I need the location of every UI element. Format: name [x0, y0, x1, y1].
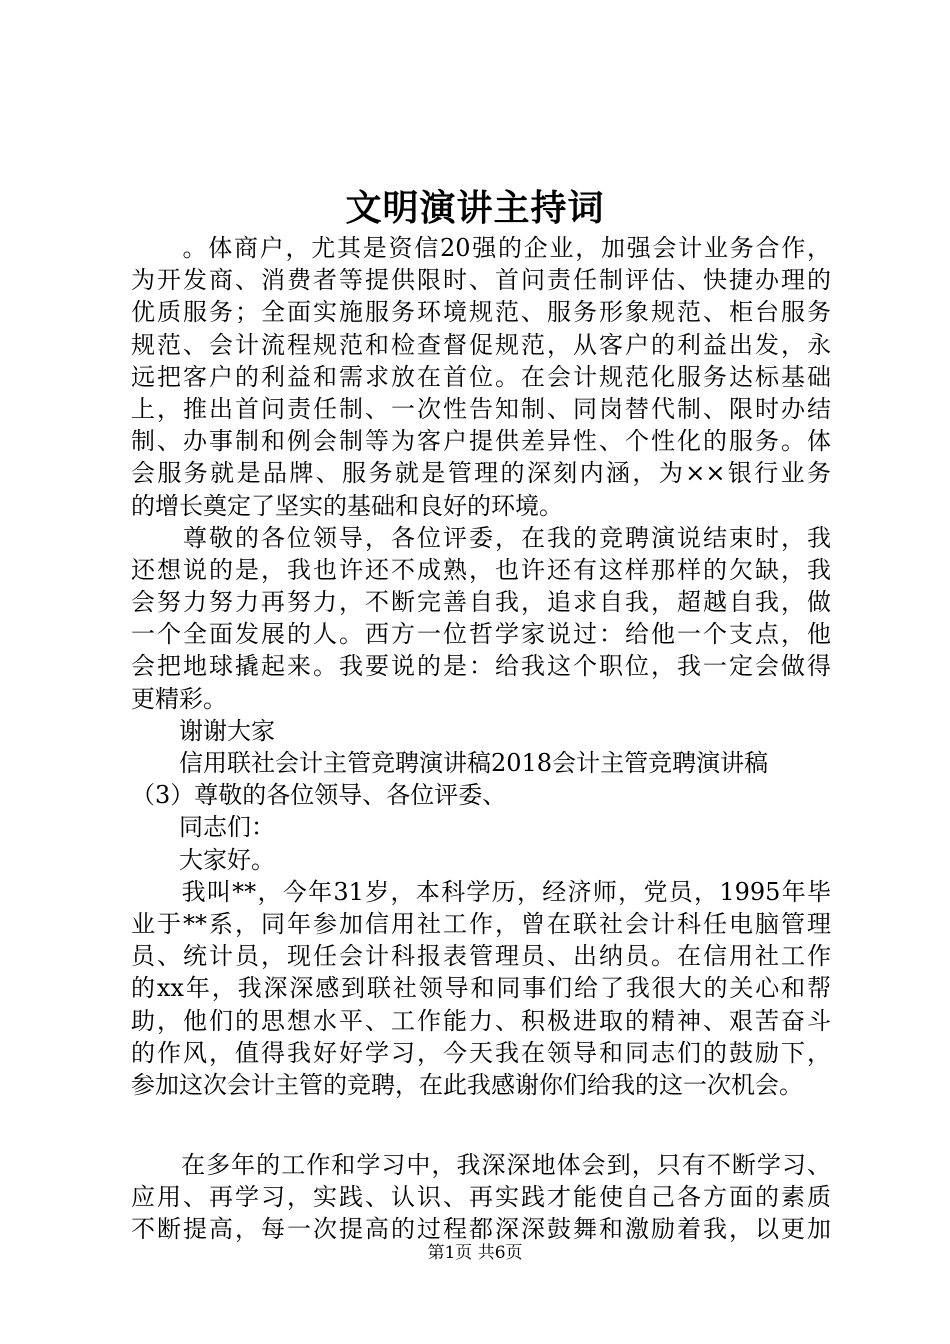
text-line: 助，他们的思想水平、工作能力、积极进取的精神、艰苦奋斗: [131, 1006, 831, 1035]
text-line: 远把客户的利益和需求放在首位。在会计规范化服务达标基础: [131, 362, 831, 391]
text-line: 大家好。: [131, 845, 275, 874]
page-footer: 第1页 共6页: [427, 1243, 523, 1263]
text-line: 业于**系，同年参加信用社工作，曾在联社会计科任电脑管理: [131, 909, 831, 938]
text-line: 尊敬的各位领导，各位评委，在我的竞聘演说结束时，我: [131, 523, 831, 552]
text-line: 优质服务；全面实施服务环境规范、服务形象规范、柜台服务: [131, 298, 831, 327]
text-line: （3）尊敬的各位领导、各位评委、: [131, 781, 507, 810]
text-line: 同志们：: [131, 813, 275, 842]
paragraph-gap: [131, 1101, 831, 1149]
text-line: 的增长奠定了坚实的基础和良好的环境。: [131, 491, 563, 520]
text-line: 会服务就是品牌、服务就是管理的深刻内涵，为××银行业务: [131, 459, 831, 488]
text-line: 制、办事制和例会制等为客户提供差异性、个性化的服务。体: [131, 427, 831, 456]
text-line: 一个全面发展的人。西方一位哲学家说过：给他一个支点，他: [131, 620, 831, 649]
text-line: 信用联社会计主管竞聘演讲稿2018会计主管竞聘演讲稿: [131, 749, 769, 777]
text-line: 。体商户，尤其是资信20强的企业，加强会计业务合作，: [131, 234, 831, 262]
text-line: 在多年的工作和学习中，我深深地体会到，只有不断学习、: [131, 1151, 831, 1180]
text-line: 规范、会计流程规范和检查督促规范，从客户的利益出发，永: [131, 330, 831, 359]
text-line: 应用、再学习，实践、认识、再实践才能使自己各方面的素质: [131, 1183, 831, 1212]
text-line: 更精彩。: [131, 684, 227, 713]
text-line: 为开发商、消费者等提供限时、首问责任制评估、快捷办理的: [131, 266, 831, 295]
text-line: 的xx年，我深深感到联社领导和同事们给了我很大的关心和帮: [131, 974, 831, 1003]
text-line: 不断提高，每一次提高的过程都深深鼓舞和激励着我，以更加: [131, 1215, 831, 1244]
text-line: 会努力努力再努力，不断完善自我，追求自我，超越自我，做: [131, 588, 831, 617]
page-title: 文明演讲主持词: [345, 187, 605, 229]
text-line: 会把地球撬起来。我要说的是：给我这个职位，我一定会做得: [131, 652, 831, 681]
text-line: 的作风，值得我好好学习，今天我在领导和同志们的鼓励下，: [131, 1038, 831, 1067]
text-line: 员、统计员，现任会计科报表管理员、出纳员。在信用社工作: [131, 942, 831, 971]
document-body: [131, 232, 831, 1246]
text-line: 还想说的是，我也许还不成熟，也许还有这样那样的欠缺，我: [131, 555, 831, 584]
text-line: 参加这次会计主管的竞聘，在此我感谢你们给我的这一次机会。: [131, 1070, 803, 1099]
text-line: 谢谢大家: [131, 716, 275, 745]
text-line: 我叫**，今年31岁，本科学历，经济师，党员，1995年毕: [131, 877, 831, 906]
text-line: 上，推出首问责任制、一次性告知制、同岗替代制、限时办结: [131, 394, 831, 423]
